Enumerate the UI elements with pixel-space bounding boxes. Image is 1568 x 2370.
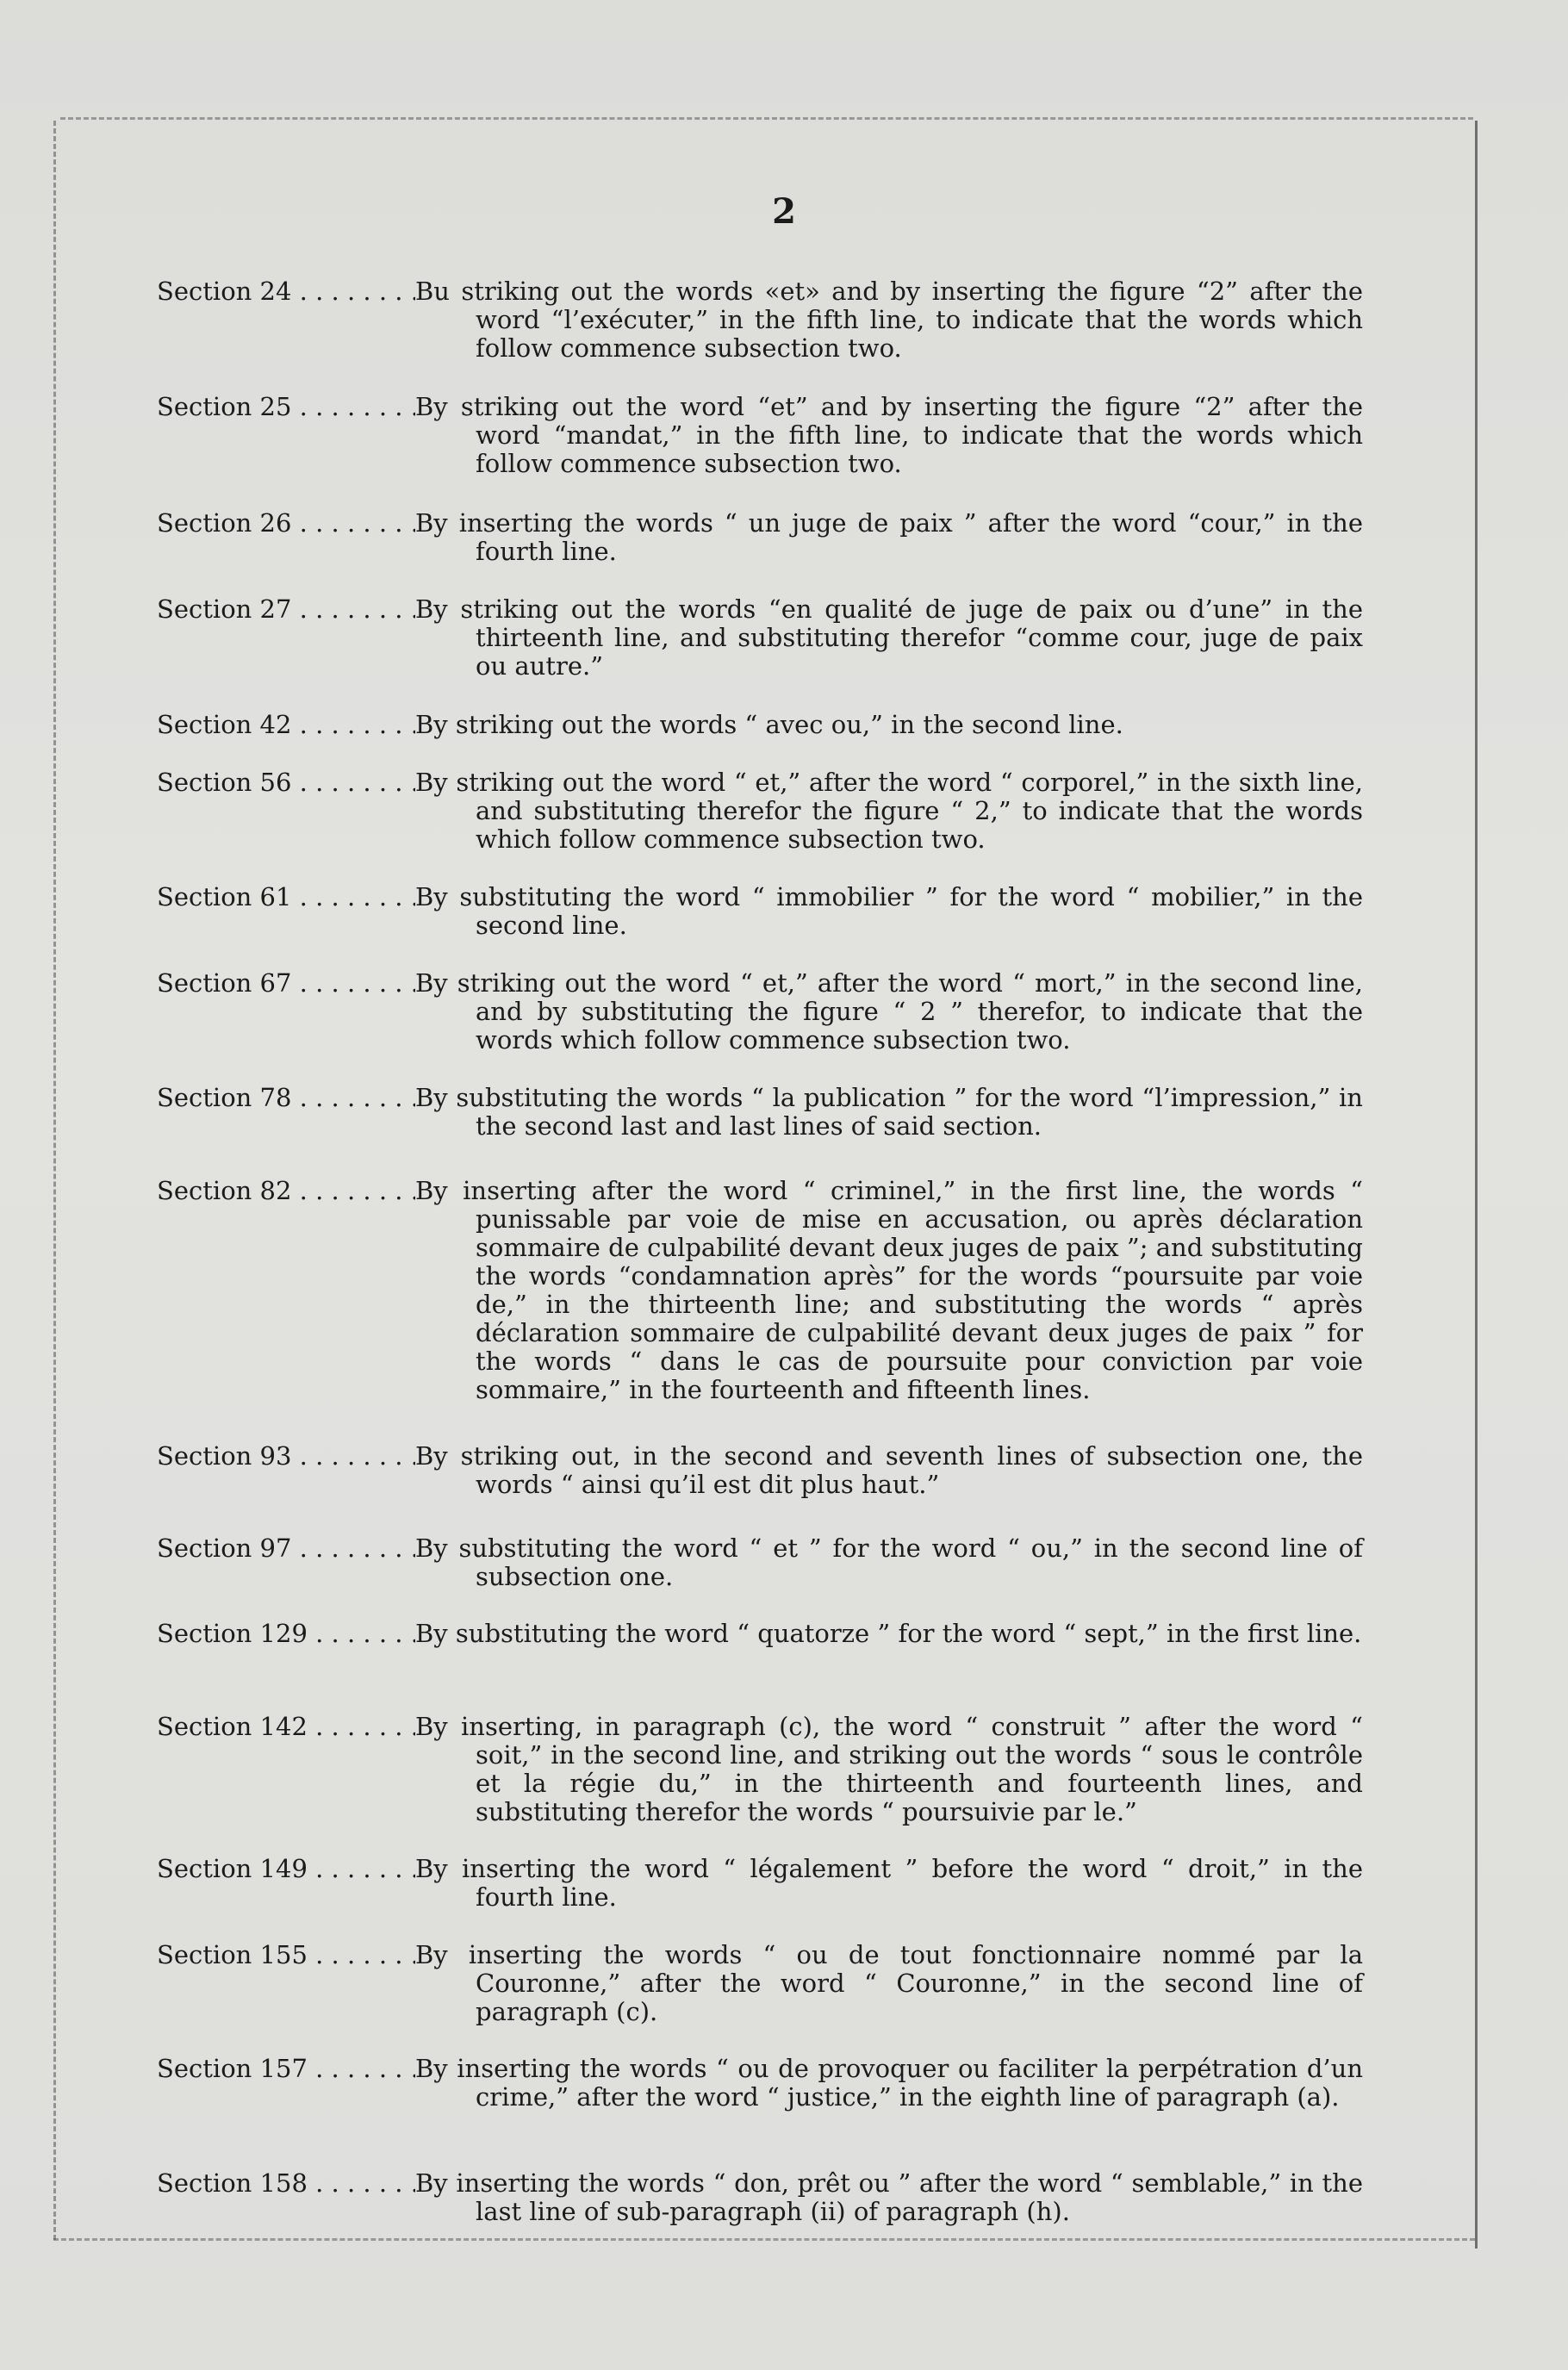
section-label: Section 25 . . . xyxy=(157,393,415,421)
amendment-text: By inserting, in paragraph (c), the word “ construit ” after the word “ soit,” in the second line, and striking out the words “ sous le contrôle et la régie du,” in the thirteenth and fourteenth lines, and substituting therefor the words “ poursuivie par le.” xyxy=(415,1712,1363,1826)
amendment-text: By substituting the word “ immobilier ” for the word “ mobilier,” in the second line. xyxy=(415,882,1363,940)
amendment-text: By inserting the words “ un juge de paix ” after the word “cour,” in the fourth line. xyxy=(415,508,1363,566)
amendment-entry xyxy=(157,883,1363,940)
amendment-entry xyxy=(157,1620,1363,1648)
amendment-text: By striking out the word “ et,” after the word “ corporel,” in the sixth line, and substituting therefor the figure “ 2,” to indicate that the words which follow commence subsection two. xyxy=(415,768,1363,854)
amendment-text: By substituting the word “ quatorze ” for the word “ sept,” in the first line. xyxy=(415,1619,1362,1648)
amendment-entry xyxy=(157,1941,1363,2026)
section-label: Section 26 . . . xyxy=(157,509,415,538)
amendment-text: By inserting the words “ ou de tout fonctionnaire nommé par la Couronne,” after the word “ Couronne,” in the second line of paragraph (c). xyxy=(415,1940,1363,2026)
section-label: Section 67 . . . xyxy=(157,969,415,998)
amendment-entry xyxy=(157,1084,1363,1141)
section-label: Section 27 . . . xyxy=(157,595,415,624)
amendment-entry xyxy=(157,1534,1363,1591)
amendment-entry xyxy=(157,1855,1363,1912)
amendment-text: By inserting the words “ don, prêt ou ” after the word “ semblable,” in the last line of sub-paragraph (ii) of paragraph (h). xyxy=(415,2168,1363,2226)
amendment-text: By striking out the words “ avec ou,” in the second line. xyxy=(415,710,1123,739)
section-label: Section 56 . . . xyxy=(157,768,415,797)
page-number: 2 xyxy=(772,191,796,232)
section-label: Section 24 . . . xyxy=(157,277,415,306)
amendment-entry xyxy=(157,393,1363,478)
amendment-entry xyxy=(157,768,1363,854)
left-border xyxy=(53,121,56,2240)
amendment-text: By substituting the words “ la publication ” for the word “l’impression,” in the second last and last lines of said section. xyxy=(415,1083,1363,1141)
amendment-text: By striking out, in the second and seventh lines of subsection one, the words “ ainsi qu’il est dit plus haut.” xyxy=(415,1441,1363,1499)
bottom-border xyxy=(53,2238,1475,2241)
section-label: Section 82 . . . xyxy=(157,1177,415,1205)
section-label: Section 142 . . . xyxy=(157,1713,415,1741)
section-label: Section 157 . . . xyxy=(157,2055,415,2083)
amendment-text: By striking out the word “ et,” after the word “ mort,” in the second line, and by substituting the figure “ 2 ” therefor, to indicate that the words which follow commence subsection two. xyxy=(415,968,1363,1054)
section-label: Section 78 . . . xyxy=(157,1084,415,1112)
amendment-text: By inserting the word “ légalement ” before the word “ droit,” in the fourth line. xyxy=(415,1854,1363,1912)
amendment-text: By inserting the words “ ou de provoquer ou faciliter la perpétration d’un crime,” after the word “ justice,” in the eighth line of paragraph (a). xyxy=(415,2054,1363,2112)
amendment-entry xyxy=(157,969,1363,1054)
top-border xyxy=(60,117,1473,120)
section-label: Section 42 . . . xyxy=(157,711,415,739)
section-label: Section 61 . . . xyxy=(157,883,415,911)
amendment-text: By substituting the word “ et ” for the word “ ou,” in the second line of subsection one. xyxy=(415,1533,1363,1591)
amendment-entry xyxy=(157,1442,1363,1499)
amendment-entry xyxy=(157,2055,1363,2112)
amendment-entry xyxy=(157,2169,1363,2226)
amendment-entry xyxy=(157,1713,1363,1826)
amendment-entry xyxy=(157,277,1363,363)
section-label: Section 149 . . . xyxy=(157,1855,415,1883)
section-label: Section 155 . . . xyxy=(157,1941,415,1969)
right-border xyxy=(1475,121,1478,2249)
section-label: Section 97 . . . xyxy=(157,1534,415,1563)
section-label: Section 129 . . . xyxy=(157,1620,415,1648)
amendment-entry xyxy=(157,711,1363,739)
amendment-entry xyxy=(157,509,1363,566)
amendment-text: By striking out the words “en qualité de juge de paix ou d’une” in the thirteenth line, and substituting therefor “comme cour, juge de paix ou autre.” xyxy=(415,594,1363,681)
amendment-text: By inserting after the word “ criminel,” in the first line, the words “ punissable par voie de mise en accusation, ou après déclaration sommaire de culpabilité devant deux juges de paix ”; and substituting the words “condamnation après” for the words “poursuite par voie de,” in the thirteenth line; and substituting the words “ après déclaration sommaire de culpabilité devant deux juges de paix ” for the words “ dans le cas de poursuite pour conviction par voie sommaire,” in the fourteenth and fifteenth lines. xyxy=(415,1176,1363,1404)
amendment-text: Bu striking out the words «et» and by inserting the figure “2” after the word “l’exécuter,” in the fifth line, to indicate that the words which follow commence subsection two. xyxy=(415,277,1363,363)
section-label: Section 158 . . . xyxy=(157,2169,415,2198)
amendment-text: By striking out the word “et” and by inserting the figure “2” after the word “mandat,” in the fifth line, to indicate that the words which follow commence subsection two. xyxy=(415,392,1363,478)
section-label: Section 93 . . . xyxy=(157,1442,415,1471)
amendment-entry xyxy=(157,1177,1363,1404)
amendment-entry xyxy=(157,595,1363,681)
